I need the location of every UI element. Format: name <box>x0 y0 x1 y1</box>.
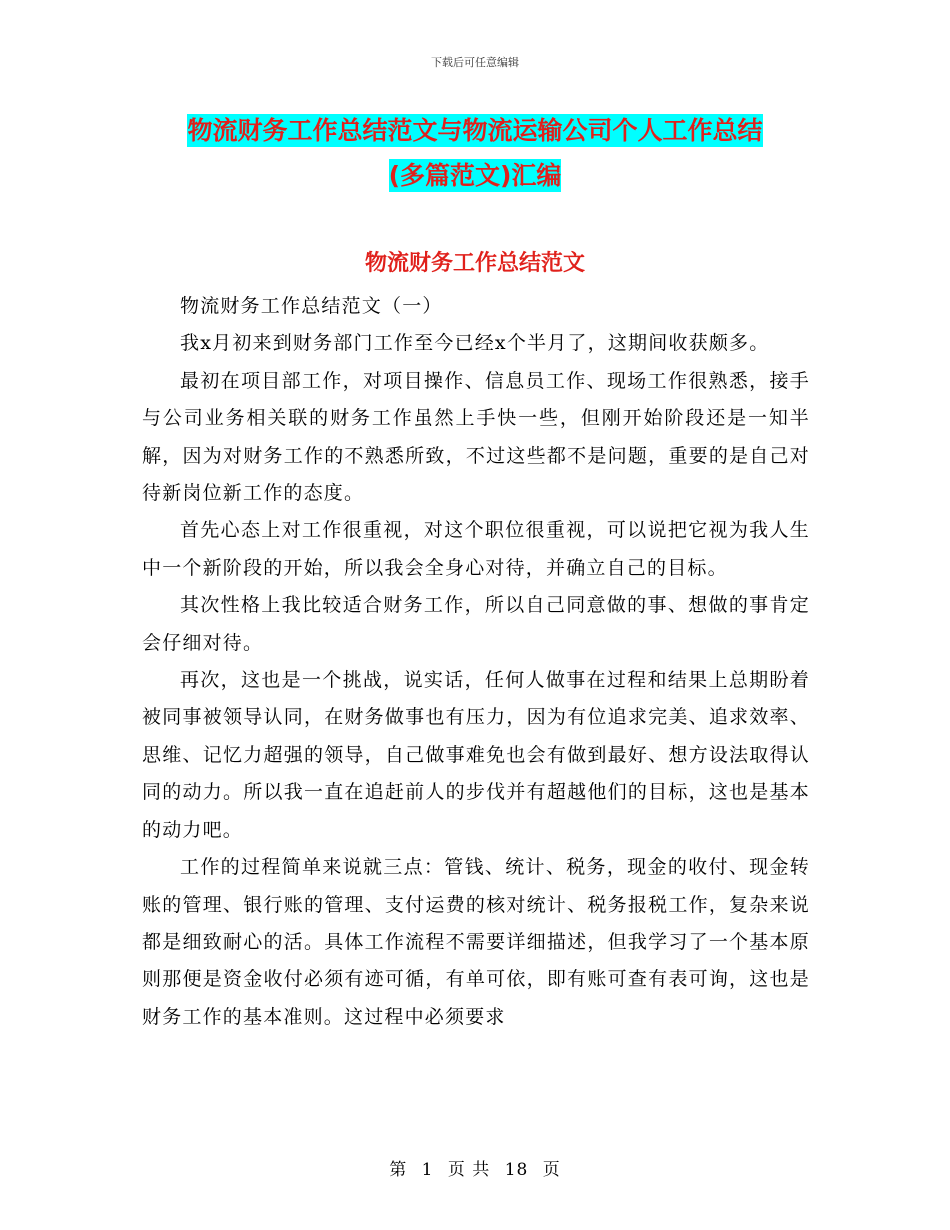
footer-middle: 页 共 <box>447 1160 491 1180</box>
paragraph: 物流财务工作总结范文（一） <box>180 295 443 317</box>
section-title: 物流财务工作总结范文 <box>364 251 585 276</box>
footer-suffix: 页 <box>542 1160 561 1180</box>
paragraph: 我x月初来到财务部门工作至今已经x个半月了，这期间收获颇多。 <box>180 332 770 355</box>
paragraph: 其次性格上我比较适合财务工作，所以自己同意做的事、想做的事肯定会仔细对待。 <box>142 594 810 654</box>
document-body <box>142 288 810 1036</box>
paragraph: 首先心态上对工作很重视，对这个职位很重视，可以说把它视为我人生中一个新阶段的开始，所以我会全身心对待，并确立自己的目标。 <box>142 519 810 579</box>
footer-page-number: 1 <box>421 1160 434 1180</box>
footer-total-pages: 18 <box>504 1160 529 1180</box>
document-title-line-1: 物流财务工作总结范文与物流运输公司个人工作总结 <box>187 116 763 145</box>
paragraph: 再次，这也是一个挑战，说实话，任何人做事在过程和结果上总期盼着被同事被领导认同，在财务做事也有压力，因为有位追求完美、追求效率、思维、记忆力超强的领导，自己做事难免也会有做到最好、想方设法取得认同的动力。所以我一直在追赶前人的步伐并有超越他们的目标，这也是基本的动力吧。 <box>142 669 810 841</box>
header-note: 下载后可任意编辑 <box>431 56 519 69</box>
footer-prefix: 第 <box>389 1160 408 1180</box>
document-title <box>140 108 810 198</box>
paragraph: 最初在项目部工作，对项目操作、信息员工作、现场工作很熟悉，接手与公司业务相关联的财务工作虽然上手快一些，但刚开始阶段还是一知半解，因为对财务工作的不熟悉所致，不过这些都不是问题，重要的是自己对待新岗位新工作的态度。 <box>142 369 810 505</box>
document-title-line-2: (多篇范文)汇编 <box>388 161 562 190</box>
page-footer <box>0 1155 950 1180</box>
paragraph: 工作的过程简单来说就三点：管钱、统计、税务，现金的收付、现金转账的管理、银行账的管理、支付运费的核对统计、税务报税工作，复杂来说都是细致耐心的活。具体工作流程不需要详细描述，但我学习了一个基本原则那便是资金收付必须有迹可循，有单可依，即有账可查有表可询，这也是财务工作的基本准则。这过程中必须要求 <box>142 856 810 1028</box>
